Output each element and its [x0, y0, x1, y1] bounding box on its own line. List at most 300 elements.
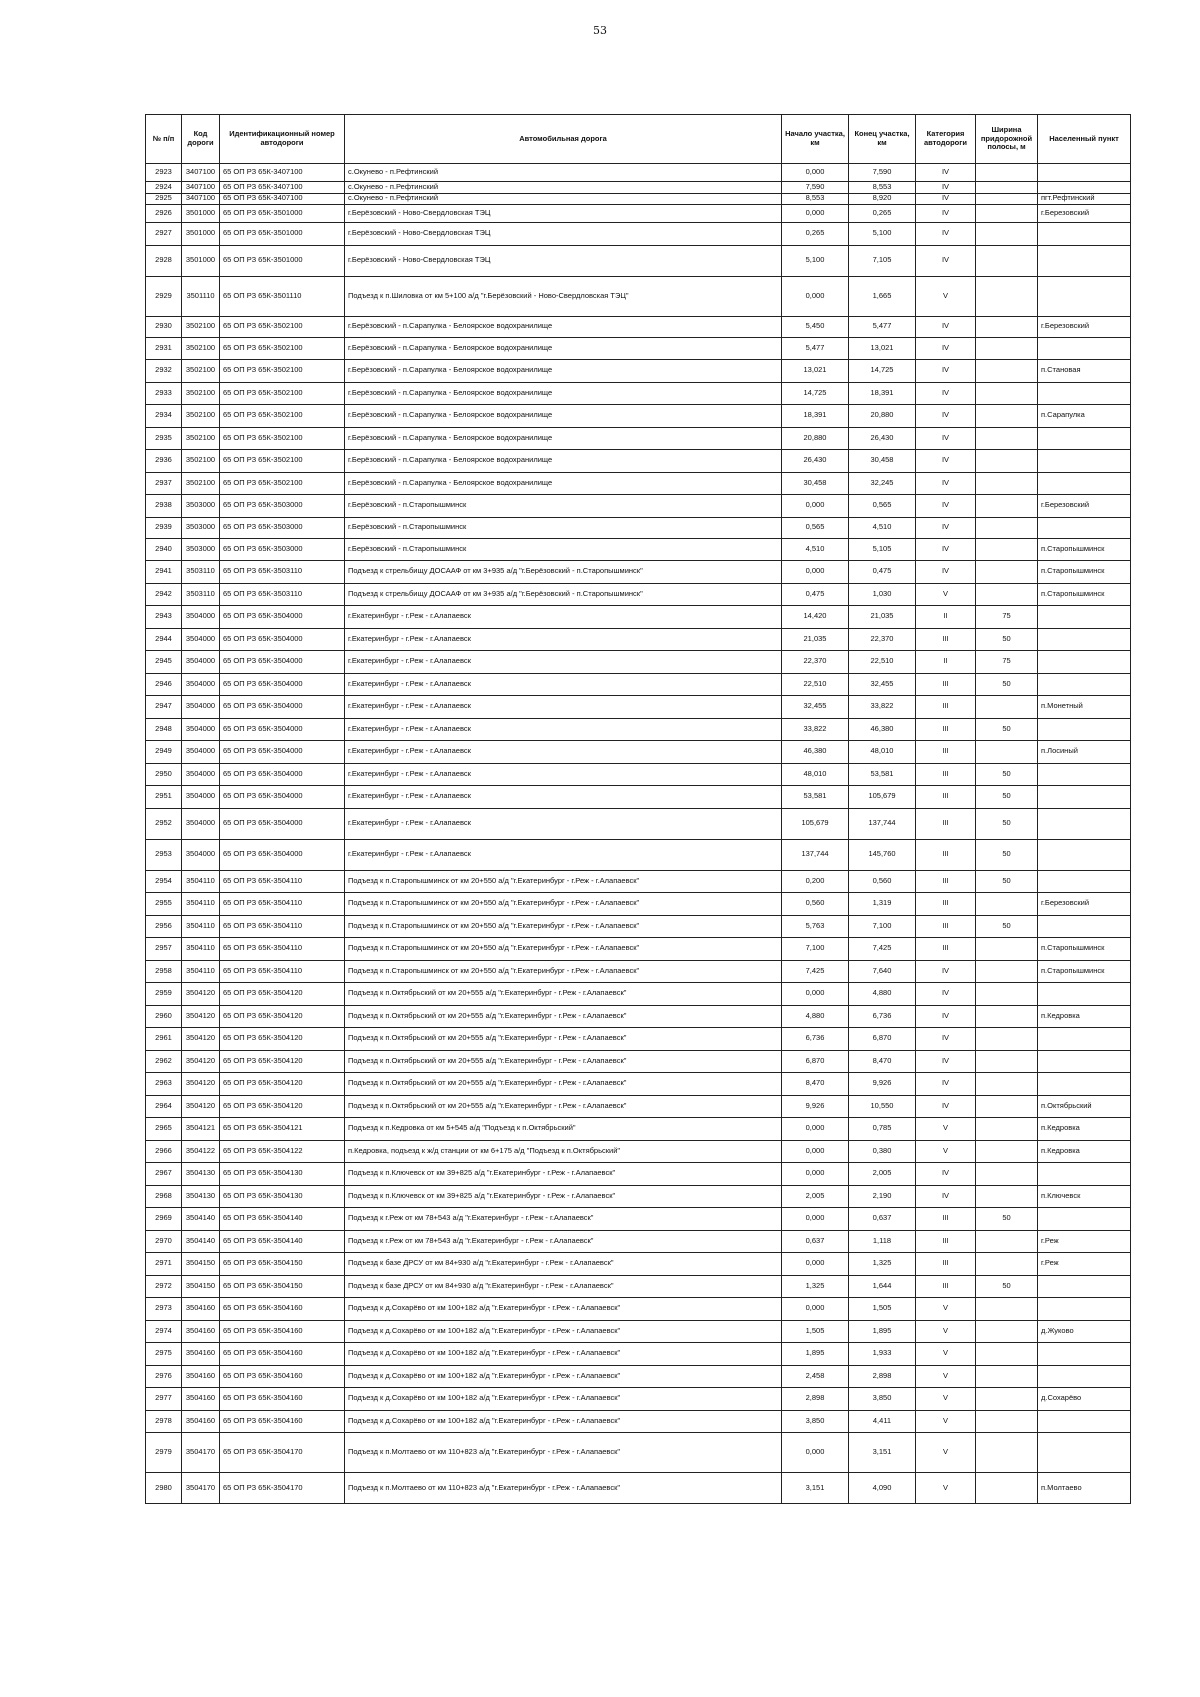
cell-number: 2948 — [146, 718, 182, 741]
header-settlement: Населенный пункт — [1038, 115, 1131, 164]
cell-category: IV — [916, 1185, 976, 1208]
cell-category: V — [916, 1298, 976, 1321]
cell-number: 2942 — [146, 583, 182, 606]
cell-roadside-width: 75 — [976, 651, 1038, 674]
cell-roadside-width: 50 — [976, 808, 1038, 839]
table-row — [146, 538, 1131, 561]
cell-road-id: 65 ОП РЗ 65К-3504000 — [220, 696, 345, 719]
cell-number: 2970 — [146, 1230, 182, 1253]
cell-category: II — [916, 651, 976, 674]
cell-category: V — [916, 276, 976, 316]
cell-road-code: 3504000 — [182, 606, 220, 629]
cell-road-id: 65 ОП РЗ 65К-3504110 — [220, 938, 345, 961]
cell-settlement — [1038, 786, 1131, 809]
cell-end-km: 1,933 — [849, 1343, 916, 1366]
cell-number: 2974 — [146, 1320, 182, 1343]
cell-road-name: г.Берёзовский - п.Старопышминск — [345, 538, 782, 561]
cell-road-id: 65 ОП РЗ 65К-3502100 — [220, 337, 345, 360]
cell-road-name: Подъезд к п.Кедровка от км 5+545 а/д "Подъезд к п.Октябрьский" — [345, 1118, 782, 1141]
cell-settlement — [1038, 1073, 1131, 1096]
cell-number: 2930 — [146, 316, 182, 337]
cell-start-km: 5,763 — [782, 915, 849, 938]
table-row — [146, 1298, 1131, 1321]
cell-settlement — [1038, 382, 1131, 405]
cell-road-name: Подъезд к д.Сохарёво от км 100+182 а/д "г.Екатеринбург - г.Реж - г.Алапаевск" — [345, 1365, 782, 1388]
cell-number: 2968 — [146, 1185, 182, 1208]
cell-start-km: 0,000 — [782, 1298, 849, 1321]
cell-settlement — [1038, 1275, 1131, 1298]
cell-road-id: 65 ОП РЗ 65К-3504110 — [220, 915, 345, 938]
cell-settlement — [1038, 870, 1131, 893]
table-row — [146, 718, 1131, 741]
cell-roadside-width — [976, 983, 1038, 1006]
table-row — [146, 1473, 1131, 1504]
cell-number: 2975 — [146, 1343, 182, 1366]
header-category: Категория автодороги — [916, 115, 976, 164]
cell-settlement — [1038, 718, 1131, 741]
cell-settlement — [1038, 1343, 1131, 1366]
cell-settlement — [1038, 1410, 1131, 1433]
cell-end-km: 18,391 — [849, 382, 916, 405]
cell-road-code: 3504120 — [182, 1073, 220, 1096]
cell-start-km: 46,380 — [782, 741, 849, 764]
cell-road-code: 3407100 — [182, 164, 220, 182]
cell-road-id: 65 ОП РЗ 65К-3504160 — [220, 1410, 345, 1433]
cell-number: 2946 — [146, 673, 182, 696]
cell-road-name: Подъезд к д.Сохарёво от км 100+182 а/д "г.Екатеринбург - г.Реж - г.Алапаевск" — [345, 1410, 782, 1433]
cell-number: 2927 — [146, 223, 182, 246]
cell-road-name: г.Берёзовский - п.Сарапулка - Белоярское водохранилище — [345, 450, 782, 473]
cell-road-code: 3504160 — [182, 1343, 220, 1366]
cell-category: III — [916, 839, 976, 870]
cell-road-id: 65 ОП РЗ 65К-3504130 — [220, 1185, 345, 1208]
cell-road-name: Подъезд к п.Старопышминск от км 20+550 а/д "г.Екатеринбург - г.Реж - г.Алапаевск" — [345, 893, 782, 916]
table-row — [146, 786, 1131, 809]
cell-roadside-width: 50 — [976, 763, 1038, 786]
cell-start-km: 0,000 — [782, 1118, 849, 1141]
cell-road-id: 65 ОП РЗ 65К-3407100 — [220, 182, 345, 194]
cell-roadside-width — [976, 1298, 1038, 1321]
cell-category: III — [916, 1275, 976, 1298]
cell-settlement: п.Становая — [1038, 360, 1131, 383]
cell-category: IV — [916, 960, 976, 983]
cell-start-km: 0,000 — [782, 561, 849, 584]
cell-start-km: 4,510 — [782, 538, 849, 561]
cell-number: 2958 — [146, 960, 182, 983]
cell-road-id: 65 ОП РЗ 65К-3504000 — [220, 839, 345, 870]
table-row — [146, 1185, 1131, 1208]
cell-number: 2952 — [146, 808, 182, 839]
cell-settlement — [1038, 427, 1131, 450]
cell-settlement: п.Сарапулка — [1038, 405, 1131, 428]
cell-end-km: 7,640 — [849, 960, 916, 983]
cell-settlement: п.Октябрьский — [1038, 1095, 1131, 1118]
cell-road-name: Подъезд к п.Октябрьский от км 20+555 а/д "г.Екатеринбург - г.Реж - г.Алапаевск" — [345, 1050, 782, 1073]
cell-roadside-width: 50 — [976, 839, 1038, 870]
cell-settlement — [1038, 763, 1131, 786]
cell-road-code: 3502100 — [182, 405, 220, 428]
cell-road-name: г.Берёзовский - п.Сарапулка - Белоярское водохранилище — [345, 382, 782, 405]
cell-road-code: 3504160 — [182, 1388, 220, 1411]
cell-road-code: 3504121 — [182, 1118, 220, 1141]
cell-end-km: 0,475 — [849, 561, 916, 584]
cell-start-km: 9,926 — [782, 1095, 849, 1118]
cell-number: 2969 — [146, 1208, 182, 1231]
cell-end-km: 0,560 — [849, 870, 916, 893]
cell-road-code: 3502100 — [182, 427, 220, 450]
cell-road-code: 3504120 — [182, 1005, 220, 1028]
table-row — [146, 495, 1131, 518]
header-end-km: Конец участка, км — [849, 115, 916, 164]
cell-start-km: 30,458 — [782, 472, 849, 495]
cell-road-name: Подъезд к п.Старопышминск от км 20+550 а/д "г.Екатеринбург - г.Реж - г.Алапаевск" — [345, 870, 782, 893]
cell-road-code: 3502100 — [182, 382, 220, 405]
cell-start-km: 0,000 — [782, 983, 849, 1006]
cell-settlement — [1038, 223, 1131, 246]
cell-category: V — [916, 1343, 976, 1366]
cell-end-km: 6,870 — [849, 1028, 916, 1051]
table-row — [146, 405, 1131, 428]
cell-road-name: Подъезд к п.Молтаево от км 110+823 а/д "г.Екатеринбург - г.Реж - г.Алапаевск" — [345, 1433, 782, 1473]
cell-road-code: 3504000 — [182, 839, 220, 870]
cell-end-km: 137,744 — [849, 808, 916, 839]
cell-roadside-width — [976, 164, 1038, 182]
cell-road-id: 65 ОП РЗ 65К-3503000 — [220, 495, 345, 518]
cell-settlement: п.Старопышминск — [1038, 960, 1131, 983]
cell-road-code: 3501110 — [182, 276, 220, 316]
table-row — [146, 193, 1131, 205]
cell-road-code: 3504110 — [182, 915, 220, 938]
header-number: № п/п — [146, 115, 182, 164]
cell-settlement: г.Березовский — [1038, 205, 1131, 223]
cell-number: 2960 — [146, 1005, 182, 1028]
cell-end-km: 3,850 — [849, 1388, 916, 1411]
cell-roadside-width: 75 — [976, 606, 1038, 629]
cell-road-name: Подъезд к п.Старопышминск от км 20+550 а/д "г.Екатеринбург - г.Реж - г.Алапаевск" — [345, 915, 782, 938]
cell-road-name: с.Окунево - п.Рефтинский — [345, 182, 782, 194]
cell-road-name: с.Окунево - п.Рефтинский — [345, 193, 782, 205]
cell-end-km: 1,319 — [849, 893, 916, 916]
cell-roadside-width — [976, 1140, 1038, 1163]
cell-road-id: 65 ОП РЗ 65К-3504121 — [220, 1118, 345, 1141]
table-row — [146, 1343, 1131, 1366]
cell-start-km: 3,850 — [782, 1410, 849, 1433]
cell-road-id: 65 ОП РЗ 65К-3502100 — [220, 316, 345, 337]
cell-category: III — [916, 741, 976, 764]
cell-road-name: Подъезд к стрельбищу ДОСААФ от км 3+935 а/д "г.Берёзовский - п.Старопышминск" — [345, 583, 782, 606]
cell-roadside-width: 50 — [976, 915, 1038, 938]
cell-number: 2943 — [146, 606, 182, 629]
cell-number: 2924 — [146, 182, 182, 194]
cell-category: IV — [916, 472, 976, 495]
cell-start-km: 5,100 — [782, 245, 849, 276]
cell-road-code: 3501000 — [182, 205, 220, 223]
cell-road-id: 65 ОП РЗ 65К-3501000 — [220, 205, 345, 223]
cell-category: IV — [916, 538, 976, 561]
cell-road-code: 3504140 — [182, 1230, 220, 1253]
cell-number: 2972 — [146, 1275, 182, 1298]
cell-settlement — [1038, 245, 1131, 276]
cell-start-km: 33,822 — [782, 718, 849, 741]
cell-roadside-width: 50 — [976, 870, 1038, 893]
cell-start-km: 7,425 — [782, 960, 849, 983]
table-row — [146, 1230, 1131, 1253]
cell-road-id: 65 ОП РЗ 65К-3504150 — [220, 1253, 345, 1276]
cell-end-km: 1,895 — [849, 1320, 916, 1343]
cell-road-code: 3504110 — [182, 960, 220, 983]
cell-roadside-width — [976, 1005, 1038, 1028]
cell-number: 2976 — [146, 1365, 182, 1388]
cell-settlement: п.Кедровка — [1038, 1005, 1131, 1028]
cell-road-code: 3407100 — [182, 193, 220, 205]
cell-road-id: 65 ОП РЗ 65К-3504170 — [220, 1473, 345, 1504]
cell-settlement: п.Старопышминск — [1038, 538, 1131, 561]
cell-start-km: 0,560 — [782, 893, 849, 916]
cell-category: IV — [916, 517, 976, 538]
cell-end-km: 48,010 — [849, 741, 916, 764]
cell-end-km: 5,100 — [849, 223, 916, 246]
cell-road-id: 65 ОП РЗ 65К-3504110 — [220, 893, 345, 916]
table-row — [146, 182, 1131, 194]
cell-roadside-width — [976, 427, 1038, 450]
table-row — [146, 1388, 1131, 1411]
cell-number: 2944 — [146, 628, 182, 651]
cell-category: V — [916, 1410, 976, 1433]
cell-road-id: 65 ОП РЗ 65К-3504120 — [220, 1028, 345, 1051]
cell-road-code: 3504160 — [182, 1298, 220, 1321]
cell-start-km: 18,391 — [782, 405, 849, 428]
cell-roadside-width — [976, 561, 1038, 584]
cell-road-name: Подъезд к п.Октябрьский от км 20+555 а/д "г.Екатеринбург - г.Реж - г.Алапаевск" — [345, 1095, 782, 1118]
cell-road-id: 65 ОП РЗ 65К-3504150 — [220, 1275, 345, 1298]
roads-table — [145, 114, 1131, 1504]
cell-settlement — [1038, 651, 1131, 674]
cell-end-km: 1,030 — [849, 583, 916, 606]
table-row — [146, 1050, 1131, 1073]
cell-number: 2964 — [146, 1095, 182, 1118]
cell-settlement — [1038, 182, 1131, 194]
cell-start-km: 0,000 — [782, 495, 849, 518]
header-road-code: Код дороги — [182, 115, 220, 164]
table-row — [146, 1275, 1131, 1298]
cell-start-km: 0,637 — [782, 1230, 849, 1253]
cell-roadside-width — [976, 223, 1038, 246]
cell-road-code: 3504110 — [182, 938, 220, 961]
cell-start-km: 48,010 — [782, 763, 849, 786]
cell-end-km: 46,380 — [849, 718, 916, 741]
cell-road-id: 65 ОП РЗ 65К-3502100 — [220, 405, 345, 428]
cell-road-id: 65 ОП РЗ 65К-3407100 — [220, 164, 345, 182]
cell-road-id: 65 ОП РЗ 65К-3502100 — [220, 382, 345, 405]
cell-roadside-width — [976, 1320, 1038, 1343]
cell-category: IV — [916, 382, 976, 405]
cell-start-km: 1,505 — [782, 1320, 849, 1343]
cell-category: IV — [916, 245, 976, 276]
cell-roadside-width — [976, 1163, 1038, 1186]
table-row — [146, 741, 1131, 764]
cell-settlement: д.Жуково — [1038, 1320, 1131, 1343]
cell-settlement — [1038, 983, 1131, 1006]
cell-road-name: г.Берёзовский - п.Сарапулка - Белоярское водохранилище — [345, 360, 782, 383]
cell-roadside-width — [976, 1253, 1038, 1276]
cell-settlement: п.Старопышминск — [1038, 938, 1131, 961]
cell-number: 2961 — [146, 1028, 182, 1051]
cell-road-name: Подъезд к п.Октябрьский от км 20+555 а/д "г.Екатеринбург - г.Реж - г.Алапаевск" — [345, 1028, 782, 1051]
cell-end-km: 1,118 — [849, 1230, 916, 1253]
table-row — [146, 1095, 1131, 1118]
cell-end-km: 7,425 — [849, 938, 916, 961]
cell-start-km: 0,000 — [782, 1208, 849, 1231]
cell-road-id: 65 ОП РЗ 65К-3504160 — [220, 1298, 345, 1321]
cell-number: 2947 — [146, 696, 182, 719]
cell-road-id: 65 ОП РЗ 65К-3504120 — [220, 1005, 345, 1028]
cell-road-id: 65 ОП РЗ 65К-3501000 — [220, 223, 345, 246]
cell-category: V — [916, 1320, 976, 1343]
cell-road-code: 3504000 — [182, 673, 220, 696]
cell-start-km: 7,590 — [782, 182, 849, 194]
cell-category: IV — [916, 427, 976, 450]
cell-settlement — [1038, 1298, 1131, 1321]
cell-start-km: 0,265 — [782, 223, 849, 246]
cell-roadside-width — [976, 1388, 1038, 1411]
cell-road-id: 65 ОП РЗ 65К-3503000 — [220, 538, 345, 561]
table-row — [146, 983, 1131, 1006]
table-row — [146, 276, 1131, 316]
cell-number: 2965 — [146, 1118, 182, 1141]
cell-end-km: 10,550 — [849, 1095, 916, 1118]
cell-road-name: г.Берёзовский - п.Сарапулка - Белоярское водохранилище — [345, 472, 782, 495]
cell-road-name: Подъезд к п.Ключевск от км 39+825 а/д "г.Екатеринбург - г.Реж - г.Алапаевск" — [345, 1185, 782, 1208]
table-row — [146, 1320, 1131, 1343]
cell-start-km: 2,005 — [782, 1185, 849, 1208]
cell-road-name: Подъезд к д.Сохарёво от км 100+182 а/д "г.Екатеринбург - г.Реж - г.Алапаевск" — [345, 1343, 782, 1366]
cell-road-id: 65 ОП РЗ 65К-3504160 — [220, 1343, 345, 1366]
cell-road-name: Подъезд к базе ДРСУ от км 84+930 а/д "г.Екатеринбург - г.Реж - г.Алапаевск" — [345, 1275, 782, 1298]
cell-start-km: 8,553 — [782, 193, 849, 205]
table-row — [146, 245, 1131, 276]
cell-end-km: 30,458 — [849, 450, 916, 473]
cell-number: 2980 — [146, 1473, 182, 1504]
table-row — [146, 316, 1131, 337]
cell-road-name: Подъезд к п.Старопышминск от км 20+550 а/д "г.Екатеринбург - г.Реж - г.Алапаевск" — [345, 960, 782, 983]
cell-end-km: 8,470 — [849, 1050, 916, 1073]
cell-roadside-width — [976, 1185, 1038, 1208]
cell-roadside-width — [976, 205, 1038, 223]
cell-road-code: 3501000 — [182, 245, 220, 276]
cell-start-km: 8,470 — [782, 1073, 849, 1096]
cell-road-id: 65 ОП РЗ 65К-3501110 — [220, 276, 345, 316]
cell-road-id: 65 ОП РЗ 65К-3504120 — [220, 983, 345, 1006]
cell-settlement — [1038, 1208, 1131, 1231]
cell-end-km: 4,090 — [849, 1473, 916, 1504]
cell-road-name: Подъезд к п.Старопышминск от км 20+550 а/д "г.Екатеринбург - г.Реж - г.Алапаевск" — [345, 938, 782, 961]
cell-road-name: г.Берёзовский - Ново-Свердловская ТЭЦ — [345, 245, 782, 276]
cell-number: 2967 — [146, 1163, 182, 1186]
cell-category: IV — [916, 450, 976, 473]
cell-number: 2959 — [146, 983, 182, 1006]
table-row — [146, 164, 1131, 182]
cell-end-km: 22,510 — [849, 651, 916, 674]
cell-road-id: 65 ОП РЗ 65К-3504120 — [220, 1073, 345, 1096]
cell-category: III — [916, 696, 976, 719]
cell-road-id: 65 ОП РЗ 65К-3503110 — [220, 561, 345, 584]
cell-road-name: Подъезд к д.Сохарёво от км 100+182 а/д "г.Екатеринбург - г.Реж - г.Алапаевск" — [345, 1298, 782, 1321]
cell-start-km: 0,000 — [782, 1253, 849, 1276]
cell-start-km: 1,325 — [782, 1275, 849, 1298]
cell-road-code: 3504160 — [182, 1320, 220, 1343]
cell-end-km: 26,430 — [849, 427, 916, 450]
table-row — [146, 583, 1131, 606]
cell-end-km: 1,505 — [849, 1298, 916, 1321]
cell-settlement — [1038, 276, 1131, 316]
table-row — [146, 561, 1131, 584]
cell-road-name: г.Екатеринбург - г.Реж - г.Алапаевск — [345, 651, 782, 674]
cell-settlement — [1038, 517, 1131, 538]
cell-roadside-width — [976, 1095, 1038, 1118]
cell-end-km: 1,644 — [849, 1275, 916, 1298]
cell-road-code: 3504140 — [182, 1208, 220, 1231]
cell-road-code: 3501000 — [182, 223, 220, 246]
cell-road-id: 65 ОП РЗ 65К-3504000 — [220, 786, 345, 809]
cell-roadside-width — [976, 583, 1038, 606]
page-number: 53 — [593, 24, 607, 37]
cell-start-km: 137,744 — [782, 839, 849, 870]
cell-settlement: п.Ключевск — [1038, 1185, 1131, 1208]
cell-end-km: 5,477 — [849, 316, 916, 337]
cell-start-km: 0,000 — [782, 1140, 849, 1163]
table-row — [146, 1005, 1131, 1028]
cell-roadside-width — [976, 517, 1038, 538]
cell-roadside-width — [976, 450, 1038, 473]
cell-category: IV — [916, 337, 976, 360]
cell-roadside-width — [976, 182, 1038, 194]
cell-road-code: 3504130 — [182, 1185, 220, 1208]
cell-settlement: г.Березовский — [1038, 316, 1131, 337]
cell-end-km: 5,105 — [849, 538, 916, 561]
cell-road-id: 65 ОП РЗ 65К-3502100 — [220, 360, 345, 383]
cell-road-id: 65 ОП РЗ 65К-3504160 — [220, 1320, 345, 1343]
cell-road-id: 65 ОП РЗ 65К-3504120 — [220, 1095, 345, 1118]
cell-settlement — [1038, 606, 1131, 629]
header-road-id: Идентификационный номер автодороги — [220, 115, 345, 164]
cell-road-name: г.Екатеринбург - г.Реж - г.Алапаевск — [345, 808, 782, 839]
table-row — [146, 450, 1131, 473]
cell-roadside-width — [976, 1073, 1038, 1096]
table-row — [146, 1410, 1131, 1433]
cell-number: 2966 — [146, 1140, 182, 1163]
cell-category: III — [916, 1208, 976, 1231]
table-row — [146, 628, 1131, 651]
cell-road-name: г.Екатеринбург - г.Реж - г.Алапаевск — [345, 839, 782, 870]
cell-start-km: 32,455 — [782, 696, 849, 719]
cell-end-km: 21,035 — [849, 606, 916, 629]
cell-number: 2971 — [146, 1253, 182, 1276]
table-row — [146, 893, 1131, 916]
cell-end-km: 2,898 — [849, 1365, 916, 1388]
cell-roadside-width — [976, 276, 1038, 316]
cell-roadside-width — [976, 245, 1038, 276]
cell-road-code: 3504110 — [182, 893, 220, 916]
cell-road-code: 3504000 — [182, 808, 220, 839]
cell-category: IV — [916, 223, 976, 246]
cell-roadside-width: 50 — [976, 628, 1038, 651]
cell-start-km: 4,880 — [782, 1005, 849, 1028]
cell-number: 2929 — [146, 276, 182, 316]
cell-road-name: Подъезд к д.Сохарёво от км 100+182 а/д "г.Екатеринбург - г.Реж - г.Алапаевск" — [345, 1320, 782, 1343]
cell-roadside-width — [976, 495, 1038, 518]
table-row — [146, 808, 1131, 839]
cell-end-km: 13,021 — [849, 337, 916, 360]
